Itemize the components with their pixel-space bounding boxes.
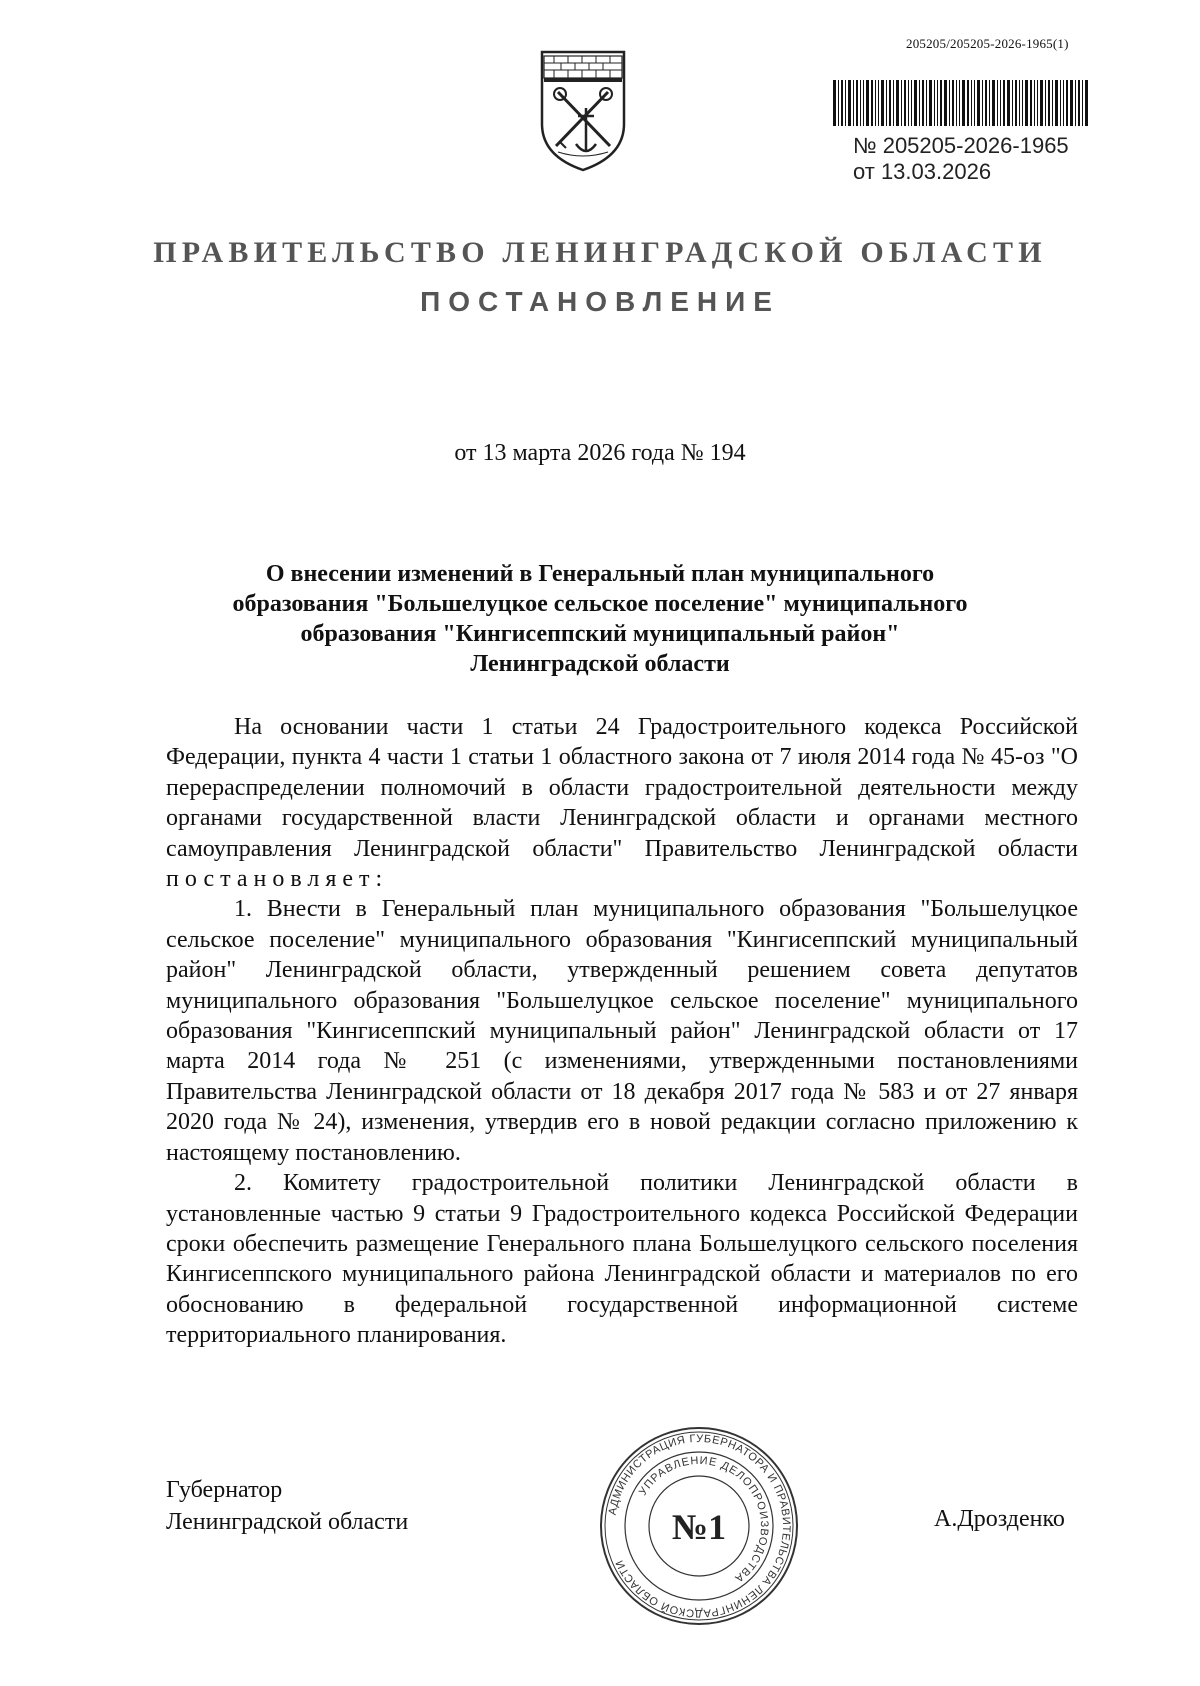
official-stamp	[598, 1425, 800, 1627]
stamp-number: №1	[671, 1507, 727, 1547]
coat-of-arms-emblem	[538, 48, 628, 174]
item-2-paragraph: 2. Комитету градостроительной политики Ленинградской области в установленные частью 9 статьи 9 Градостроительного кодекса Российской Федерации сроки обеспечить размещение Генерального плана Большелуцкого сельского поселения Кингисеппского муниципального района Ленинградской области и материалов по его обоснованию в федеральной государственной информационной системе территориального планирования.	[166, 1170, 1078, 1349]
signatory-title-line1: Губернатор	[166, 1477, 283, 1503]
registration-date: от 13.03.2026	[853, 159, 992, 184]
item-1-paragraph: 1. Внести в Генеральный план муниципального образования "Большелуцкое сельское поселение" муниципального образования "Кингисеппский муниципальный район" Ленинградской области, утвержденный решением совета депутатов муниципального образования "Большелуцкое сельское поселение" муниципального образования "Кингисеппский муниципальный район" Ленинградской области от 17 марта 2014 года № 251 (с изменениями, утвержденными постановлениями Правительства Ленинградской области от 18 декабря 2017 года № 583 и от 27 января 2020 года № 24), изменения, утвердив его в новой редакции согласно приложению к настоящему постановлению.	[166, 896, 1078, 1166]
decree-date-number: от 13 марта 2026 года № 194	[454, 440, 746, 466]
document-code: 205205/205205-2026-1965(1)	[906, 36, 1069, 51]
registration-block	[853, 133, 1069, 185]
decree-body	[166, 712, 1078, 1351]
decree-subject: О внесении изменений в Генеральный план муниципального образования "Большелуцкое сельское поселение" муниципального образования "Кингисеппский муниципальный район" Ленинградской области	[232, 561, 968, 677]
registration-number: № 205205-2026-1965	[853, 133, 1069, 158]
intro-paragraph	[166, 712, 1078, 894]
signatory-title	[166, 1474, 408, 1538]
government-title: ПРАВИТЕЛЬСТВО ЛЕНИНГРАДСКОЙ ОБЛАСТИ	[153, 236, 1047, 269]
intro-text: На основании части 1 статьи 24 Градостроительного кодекса Российской Федерации, пункта 4 части 1 статьи 1 областного закона от 7 июля 2014 года № 45-оз "О перераспределении полномочий в области градостроительной деятельности между органами государственной власти Ленинградской области и органами местного самоуправления Ленинградской области" Правительство Ленинградской области	[166, 714, 1078, 862]
signatory-title-line2: Ленинградской области	[166, 1509, 409, 1535]
document-type-title: ПОСТАНОВЛЕНИЕ	[420, 286, 780, 317]
stamp-inner-text: УПРАВЛЕНИЕ ДЕЛОПРОИЗВОДСТВА	[636, 1454, 771, 1585]
decree-word: постановляет:	[166, 866, 389, 893]
signatory-name: А.Дрозденко	[934, 1506, 1065, 1532]
barcode	[833, 80, 1090, 126]
stamp-ring-text: АДМИНИСТРАЦИЯ ГУБЕРНАТОРА И ПРАВИТЕЛЬСТВА ЛЕНИНГРАДСКОЙ ОБЛАСТИ	[606, 1432, 793, 1620]
